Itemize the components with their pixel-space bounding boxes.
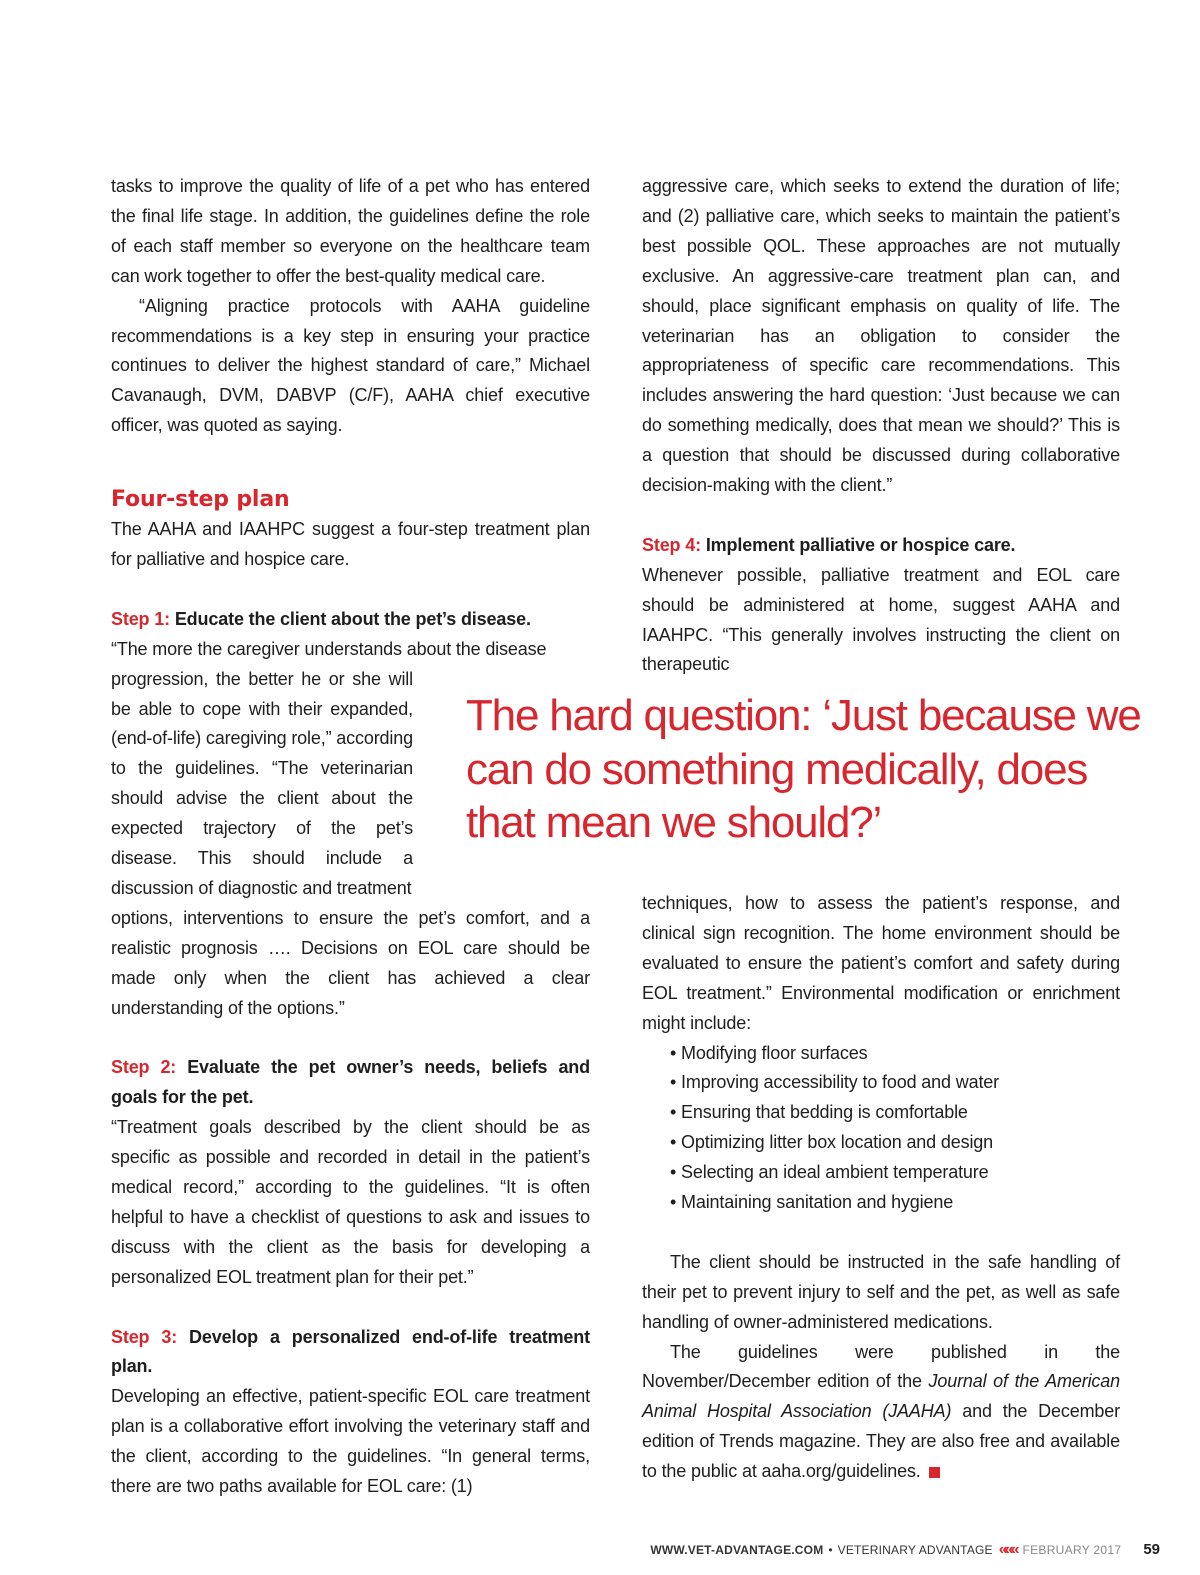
text-run: The guidelines were published in the November/December edition of the	[642, 1341, 1120, 1392]
body-paragraph: tasks to improve the quality of life of a pet who has entered the final life stage. In addition, the guidelines define the role of each staff member so everyone on the healthcare team can work together to offer the best-quality medical care.	[111, 176, 590, 286]
step-1-heading	[111, 605, 590, 635]
body-paragraph: aggressive care, which seeks to extend the duration of life; and (2) palliative care, which seeks to maintain the patient’s best possible QOL. These approaches are not mutually exclusive. An aggressive-care treatment plan can, and should, place significant emphasis on quality of life. The veterinarian has an obligation to consider the appropriateness of specific care recommendations. This includes answering the hard question: ‘Just because we can do something medically, does that mean we should?’ This is a question that should be discussed during collaborative decision-making with the client.”	[642, 176, 1120, 496]
list-item: • Ensuring that bedding is comfortable	[670, 1102, 968, 1123]
body-paragraph: The AAHA and IAAHPC suggest a four-step treatment plan for palliative and hospice care.	[111, 519, 590, 570]
body-paragraph: “The more the caregiver understands about the disease	[111, 638, 547, 659]
list-item: • Selecting an ideal ambient temperature	[670, 1162, 989, 1183]
enrichment-list	[670, 1039, 1120, 1218]
body-paragraph: “Treatment goals described by the client should be as specific as possible and recorded in detail in the patient’s medical record,” according to the guidelines. “It is often helpful to have a checklist of questions to ask and issues to discuss with the client as the basis for developing a personalized EOL treatment plan for their pet.”	[111, 1117, 590, 1287]
step-title: Develop a personalized end-of-life treatment plan.	[111, 1326, 590, 1377]
body-paragraph: techniques, how to assess the patient’s response, and clinical sign recognition. The home environment should be evaluated to ensure the patient’s comfort and safety during EOL treatment.” Environmental modification or enrichment might include:	[642, 893, 1120, 1033]
footer-url: WWW.VET-ADVANTAGE.COM	[650, 1543, 824, 1557]
page-footer	[650, 1541, 1160, 1559]
step-number: Step 2:	[111, 1057, 177, 1078]
step-title: Implement palliative or hospice care.	[705, 534, 1016, 555]
step-number: Step 3:	[111, 1326, 178, 1347]
section-title: Four-step plan	[111, 487, 290, 513]
step-number: Step 1:	[111, 608, 170, 629]
journal-title: Journal of the American Animal Hospital Association (JAAHA)	[642, 1371, 1120, 1422]
body-paragraph: Developing an effective, patient-specific EOL care treatment plan is a collaborative effort involving the veterinary staff and the client, according to the guidelines. “In general terms, there are two paths available for EOL care: (1)	[111, 1386, 590, 1497]
body-paragraph	[642, 1338, 1120, 1488]
body-paragraph: The client should be instructed in the safe handling of their pet to prevent injury to self and the pet, as well as safe handling of owner-administered medications.	[642, 1251, 1120, 1332]
body-paragraph-wrapped: progression, the better he or she will be able to cope with their expanded, (end-of-life) caregiving role,” according to the guidelines. “The veterinarian should advise the client about the expected trajectory of the pet’s disease. This should include a discussion of diagnostic and treatment	[111, 668, 413, 899]
list-item: • Modifying floor surfaces	[670, 1042, 868, 1063]
list-item: • Improving accessibility to food and water	[670, 1072, 1000, 1093]
list-item: • Maintaining sanitation and hygiene	[670, 1192, 954, 1213]
list-item: • Optimizing litter box location and design	[670, 1132, 994, 1153]
step-title: Educate the client about the pet’s disease.	[174, 608, 531, 629]
end-mark-icon	[929, 1467, 940, 1478]
page-number: 59	[1143, 1541, 1160, 1558]
step-title: Evaluate the pet owner’s needs, beliefs and goals for the pet.	[111, 1057, 590, 1108]
right-column-bottom	[642, 889, 1120, 1487]
pull-quote: The hard question: ‘Just because we can do something medically, does that mean we should?’	[466, 691, 1141, 847]
step-number: Step 4:	[642, 534, 701, 555]
step-3-heading	[111, 1323, 590, 1383]
body-paragraph: options, interventions to ensure the pet’s comfort, and a realistic prognosis …. Decisions on EOL care should be made only when the client has achieved a clear understanding of the options.”	[111, 907, 590, 1018]
text-run: and the December edition of Trends magazine. They are also free and available to the public at aaha.org/guidelines.	[642, 1401, 1120, 1482]
body-paragraph: “Aligning practice protocols with AAHA guideline recommendations is a key step in ensuring your practice continues to deliver the highest standard of care,” Michael Cavanaugh, DVM, DABVP (C/F), AAHA chief executive officer, was quoted as saying.	[111, 295, 590, 436]
right-column-top	[642, 172, 1120, 680]
step-2-heading	[111, 1053, 590, 1113]
step-4-heading	[642, 531, 1120, 561]
body-paragraph: Whenever possible, palliative treatment and EOL care should be administered at home, suggest AAHA and IAAHPC. “This generally involves instructing the client on therapeutic	[642, 564, 1120, 675]
footer-separator: •	[828, 1543, 833, 1557]
chevron-left-icon: «««	[998, 1541, 1017, 1558]
footer-publication: VETERINARY ADVANTAGE	[837, 1543, 993, 1557]
footer-date: FEBRUARY 2017	[1022, 1543, 1122, 1557]
